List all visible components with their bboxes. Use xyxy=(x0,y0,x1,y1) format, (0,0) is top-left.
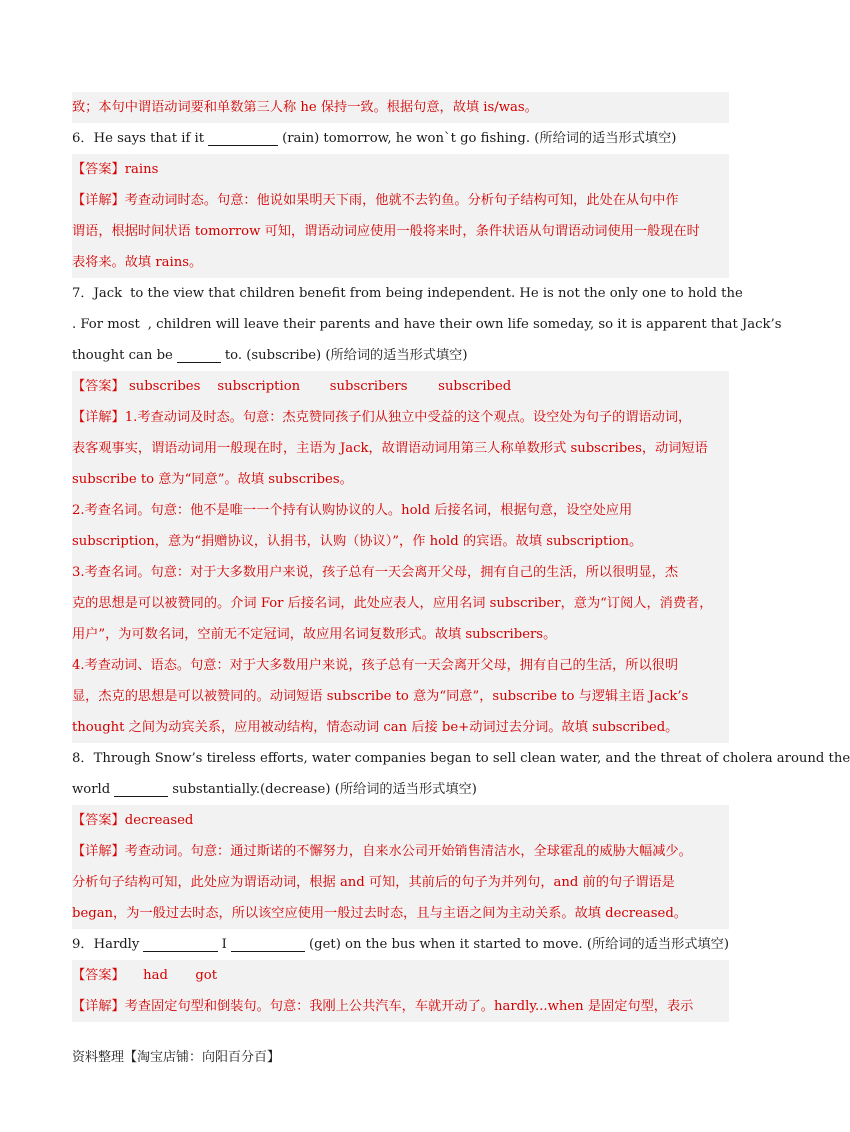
explanation-line: 分析句子结构可知，此处应为谓语动词，根据 and 可知，其前后的句子为并列句，and 前的句子谓语是 xyxy=(72,867,729,898)
blank xyxy=(143,937,217,952)
answer-8: 【答案】decreased xyxy=(72,805,729,836)
explanation-line: 2.考查名词。句意：他不是唯一一个持有认购协议的人。hold 后接名词，根据句意，设空处应用 xyxy=(72,495,729,526)
question-7-line-3: thought can be to. (subscribe) (所给词的适当形式填空) xyxy=(72,348,468,363)
document-body xyxy=(72,92,850,1022)
explanation-line: 致；本句中谓语动词要和单数第三人称 he 保持一致。根据句意，故填 is/was。 xyxy=(72,92,729,123)
question-7: 7．Jack to the view that children benefit from being independent. He is not the only one to hold the xyxy=(72,286,743,301)
explanation-line: 3.考查名词。句意：对于大多数用户来说，孩子总有一天会离开父母，拥有自己的生活，所以很明显，杰 xyxy=(72,557,729,588)
answer-7: 【答案】 subscribes subscription subscribers subscribed xyxy=(72,371,729,402)
explanation-line: 【详解】考查动词时态。句意：他说如果明天下雨，他就不去钓鱼。分析句子结构可知，此处在从句中作 xyxy=(72,185,729,216)
answer-6: 【答案】rains xyxy=(72,154,729,185)
blank xyxy=(208,131,278,146)
page-footer: 资料整理【淘宝店铺：向阳百分百】 xyxy=(72,1050,281,1065)
answer-9: 【答案】 had got xyxy=(72,960,729,991)
blank xyxy=(114,782,168,797)
explanation-line: 【详解】考查固定句型和倒装句。句意：我刚上公共汽车，车就开动了。hardly...when 是固定句型，表示 xyxy=(72,991,729,1022)
explanation-line: 【详解】考查动词。句意：通过斯诺的不懈努力，自来水公司开始销售清洁水，全球霍乱的威胁大幅减少。 xyxy=(72,836,729,867)
question-8-line-2: world substantially.(decrease) (所给词的适当形式填空) xyxy=(72,782,477,797)
explanation-line: 显，杰克的思想是可以被赞同的。动词短语 subscribe to 意为“同意”，subscribe to 与逻辑主语 Jack’s xyxy=(72,681,729,712)
explanation-line: thought 之间为动宾关系，应用被动结构，情态动词 can 后接 be+动词过去分词。故填 subscribed。 xyxy=(72,712,729,743)
explanation-line: 用户”，为可数名词，空前无不定冠词，故应用名词复数形式。故填 subscribers。 xyxy=(72,619,729,650)
explanation-line: began，为一般过去时态，所以该空应使用一般过去时态，且与主语之间为主动关系。故填 decreased。 xyxy=(72,898,729,929)
explanation-line: 【详解】1.考查动词及时态。句意：杰克赞同孩子们从独立中受益的这个观点。设空处为句子的谓语动词， xyxy=(72,402,729,433)
blank xyxy=(177,348,221,363)
explanation-line: 克的思想是可以被赞同的。介词 For 后接名词，此处应表人，应用名词 subscriber，意为“订阅人，消费者， xyxy=(72,588,729,619)
explanation-line: 谓语，根据时间状语 tomorrow 可知，谓语动词应使用一般将来时，条件状语从句谓语动词使用一般现在时 xyxy=(72,216,729,247)
question-8: 8．Through Snow’s tireless efforts, water companies began to sell clean water, and the threat of cholera around the xyxy=(72,751,850,766)
explanation-line: subscribe to 意为“同意”。故填 subscribes。 xyxy=(72,464,729,495)
explanation-line: 表将来。故填 rains。 xyxy=(72,247,729,278)
explanation-line: 4.考查动词、语态。句意：对于大多数用户来说，孩子总有一天会离开父母，拥有自己的生活，所以很明 xyxy=(72,650,729,681)
blank xyxy=(231,937,305,952)
question-6: 6．He says that if it (rain) tomorrow, he won`t go fishing. (所给词的适当形式填空) xyxy=(72,131,677,146)
question-9: 9．Hardly I (get) on the bus when it started to move. (所给词的适当形式填空) xyxy=(72,937,729,952)
question-7-line-2: . For most , children will leave their parents and have their own life someday, so it is apparent that Jack’s xyxy=(72,317,782,332)
explanation-line: subscription，意为“捐赠协议，认捐书，认购（协议）”，作 hold 的宾语。故填 subscription。 xyxy=(72,526,729,557)
explanation-line: 表客观事实，谓语动词用一般现在时，主语为 Jack，故谓语动词用第三人称单数形式 subscribes，动词短语 xyxy=(72,433,729,464)
